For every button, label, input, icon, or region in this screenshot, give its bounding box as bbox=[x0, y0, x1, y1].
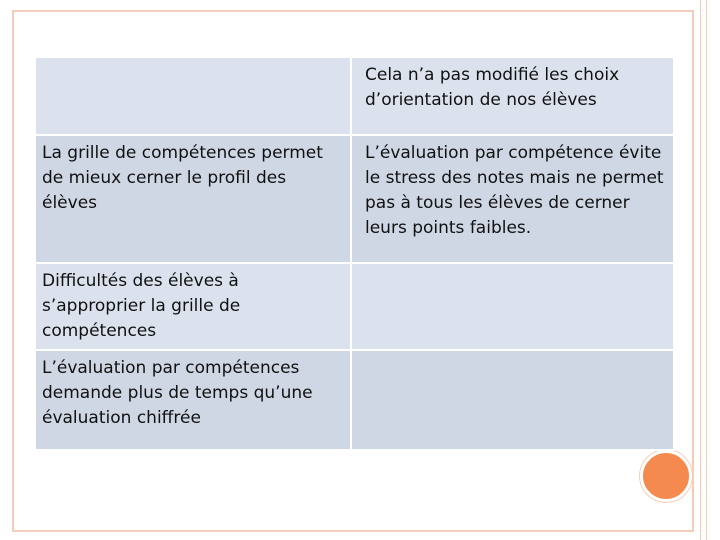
decorative-rule bbox=[700, 0, 701, 540]
table-cell-left: Difficultés des élèves à s’approprier la grille de compétences bbox=[35, 263, 351, 350]
decorative-circle-icon bbox=[640, 450, 692, 502]
table-cell-right bbox=[351, 350, 674, 450]
table-row bbox=[35, 135, 674, 263]
table-row bbox=[35, 57, 674, 135]
decorative-rule bbox=[706, 0, 707, 540]
table-cell-right: L’évaluation par compétence évite le stress des notes mais ne permet pas à tous les élèves de cerner leurs points faibles. bbox=[351, 135, 674, 263]
table-cell-left: La grille de compétences permet de mieux cerner le profil des élèves bbox=[35, 135, 351, 263]
table-cell-left: L’évaluation par compétences demande plus de temps qu’une évaluation chiffrée bbox=[35, 350, 351, 450]
comparison-table bbox=[34, 56, 675, 451]
table-cell-left bbox=[35, 57, 351, 135]
table-row bbox=[35, 263, 674, 350]
table-row bbox=[35, 350, 674, 450]
table-cell-right: Cela n’a pas modifié les choix d’orientation de nos élèves bbox=[351, 57, 674, 135]
table-cell-right bbox=[351, 263, 674, 350]
